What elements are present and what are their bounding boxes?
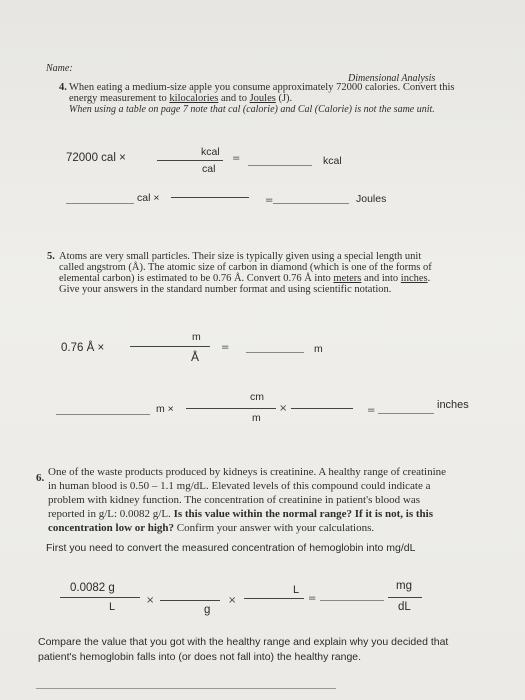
q5-text-line3: elemental carbon) is estimated to be 0.76 Å. Convert 0.76 Å into meters and into inches.: [59, 273, 431, 284]
q4-text-line1: When eating a medium-size apple you consume approximately 72000 calories. Convert this: [69, 82, 455, 93]
q6-result-numerator: mg: [396, 580, 412, 592]
q5-row1-fraction-bar: [130, 346, 210, 347]
q4-row1-numerator: kcal: [201, 146, 220, 158]
q4-row1-equals: =: [232, 153, 241, 164]
q4-row2-unit1: cal ×: [137, 192, 160, 204]
q5-row1-numerator: m: [192, 331, 201, 343]
q5-row1-given: 0.76 Å ×: [61, 342, 105, 354]
q5-row2-blank2[interactable]: [378, 413, 434, 414]
q6-result-fraction-bar: [388, 597, 422, 598]
q6-closing-line2: patient's hemoglobin falls into (or does not fall into) the healthy range.: [38, 651, 362, 663]
q5-row2-fraction-bar1: [186, 408, 276, 409]
q6-denominator2: g: [204, 604, 211, 616]
q6-fraction-bar3: [244, 598, 304, 599]
q6-answer-blank[interactable]: [320, 600, 384, 601]
q4-row1-answer-blank[interactable]: [248, 165, 312, 166]
q5-text-line4: Give your answers in the standard number format and using scientific notation.: [59, 284, 392, 295]
q5-text-line1: Atoms are very small particles. Their size is typically given using a special length unit: [59, 251, 422, 262]
q5-number: 5.: [47, 251, 55, 262]
q4-row1-given: 72000 cal ×: [66, 152, 126, 164]
q6-instruction: First you need to convert the measured concentration of hemoglobin into mg/dL: [46, 542, 416, 554]
q6-fraction-bar2: [160, 600, 220, 601]
q4-note: When using a table on page 7 note that cal (calorie) and Cal (Calorie) is not the same unit.: [69, 104, 435, 115]
q4-row2-blank1[interactable]: [66, 203, 134, 204]
q5-text-line2: called angstrom (Å). The atomic size of carbon in diamond (which is one of the forms of: [59, 262, 432, 273]
q4-row2-equals: =: [265, 195, 274, 206]
q6-times1: ×: [146, 595, 155, 606]
q6-numerator3: L: [293, 584, 300, 596]
q6-closing-line1: Compare the value that you got with the healthy range and explain why you decided that: [38, 636, 449, 648]
q4-row1-denominator: cal: [202, 163, 216, 175]
q6-given-numerator: 0.0082 g: [70, 582, 115, 594]
q5-row2-blank1[interactable]: [56, 414, 150, 415]
q6-given-denominator: L: [109, 601, 116, 613]
q5-row2-unit2: inches: [437, 399, 469, 411]
q6-line5: concentration low or high? Confirm your answer with your calculations.: [48, 522, 375, 534]
q5-row2-unit1: m ×: [156, 403, 174, 415]
q6-times2: ×: [228, 595, 237, 606]
q6-line4: reported in g/L: 0.0082 g/L. Is this value within the normal range? If it is not, is this: [48, 508, 434, 520]
q4-row1-fraction-bar: [157, 160, 223, 161]
q5-row2-fraction-bar2: [291, 408, 353, 409]
q5-row2-numerator: cm: [250, 391, 264, 403]
q4-row1-unit: kcal: [323, 155, 342, 167]
q6-equals: =: [308, 593, 317, 604]
q5-row2-equals: =: [367, 405, 376, 416]
q5-row2-times: ×: [279, 403, 288, 414]
q5-row1-equals: =: [221, 342, 230, 353]
q5-row1-denominator: Å: [191, 350, 200, 364]
q6-result-denominator: dL: [398, 601, 411, 613]
q5-row1-unit: m: [314, 343, 323, 355]
q4-row2-unit2: Joules: [356, 193, 387, 205]
q6-line3: problem with kidney function. The concentration of creatinine in patient's blood was: [48, 494, 421, 506]
q6-line2: in human blood is 0.50 – 1.1 mg/dL. Elevated levels of this compound could indicate a: [48, 480, 431, 492]
q4-row2-blank2[interactable]: [273, 203, 349, 204]
q5-row1-answer-blank[interactable]: [246, 352, 304, 353]
name-label: Name:: [46, 63, 73, 74]
q6-given-fraction-bar: [60, 597, 140, 598]
q4-number: 4.: [59, 82, 67, 93]
section-title: Dimensional Analysis: [348, 73, 436, 84]
q6-number: 6.: [36, 472, 45, 484]
q5-row2-denominator: m: [252, 412, 261, 424]
q6-answer-line[interactable]: [36, 688, 336, 689]
q4-text-line2: energy measurement to kilocalories and to Joules (J).: [69, 93, 293, 104]
q6-line1: One of the waste products produced by kidneys is creatinine. A healthy range of creatinine: [48, 466, 447, 478]
q4-row2-fraction-bar: [171, 197, 249, 198]
